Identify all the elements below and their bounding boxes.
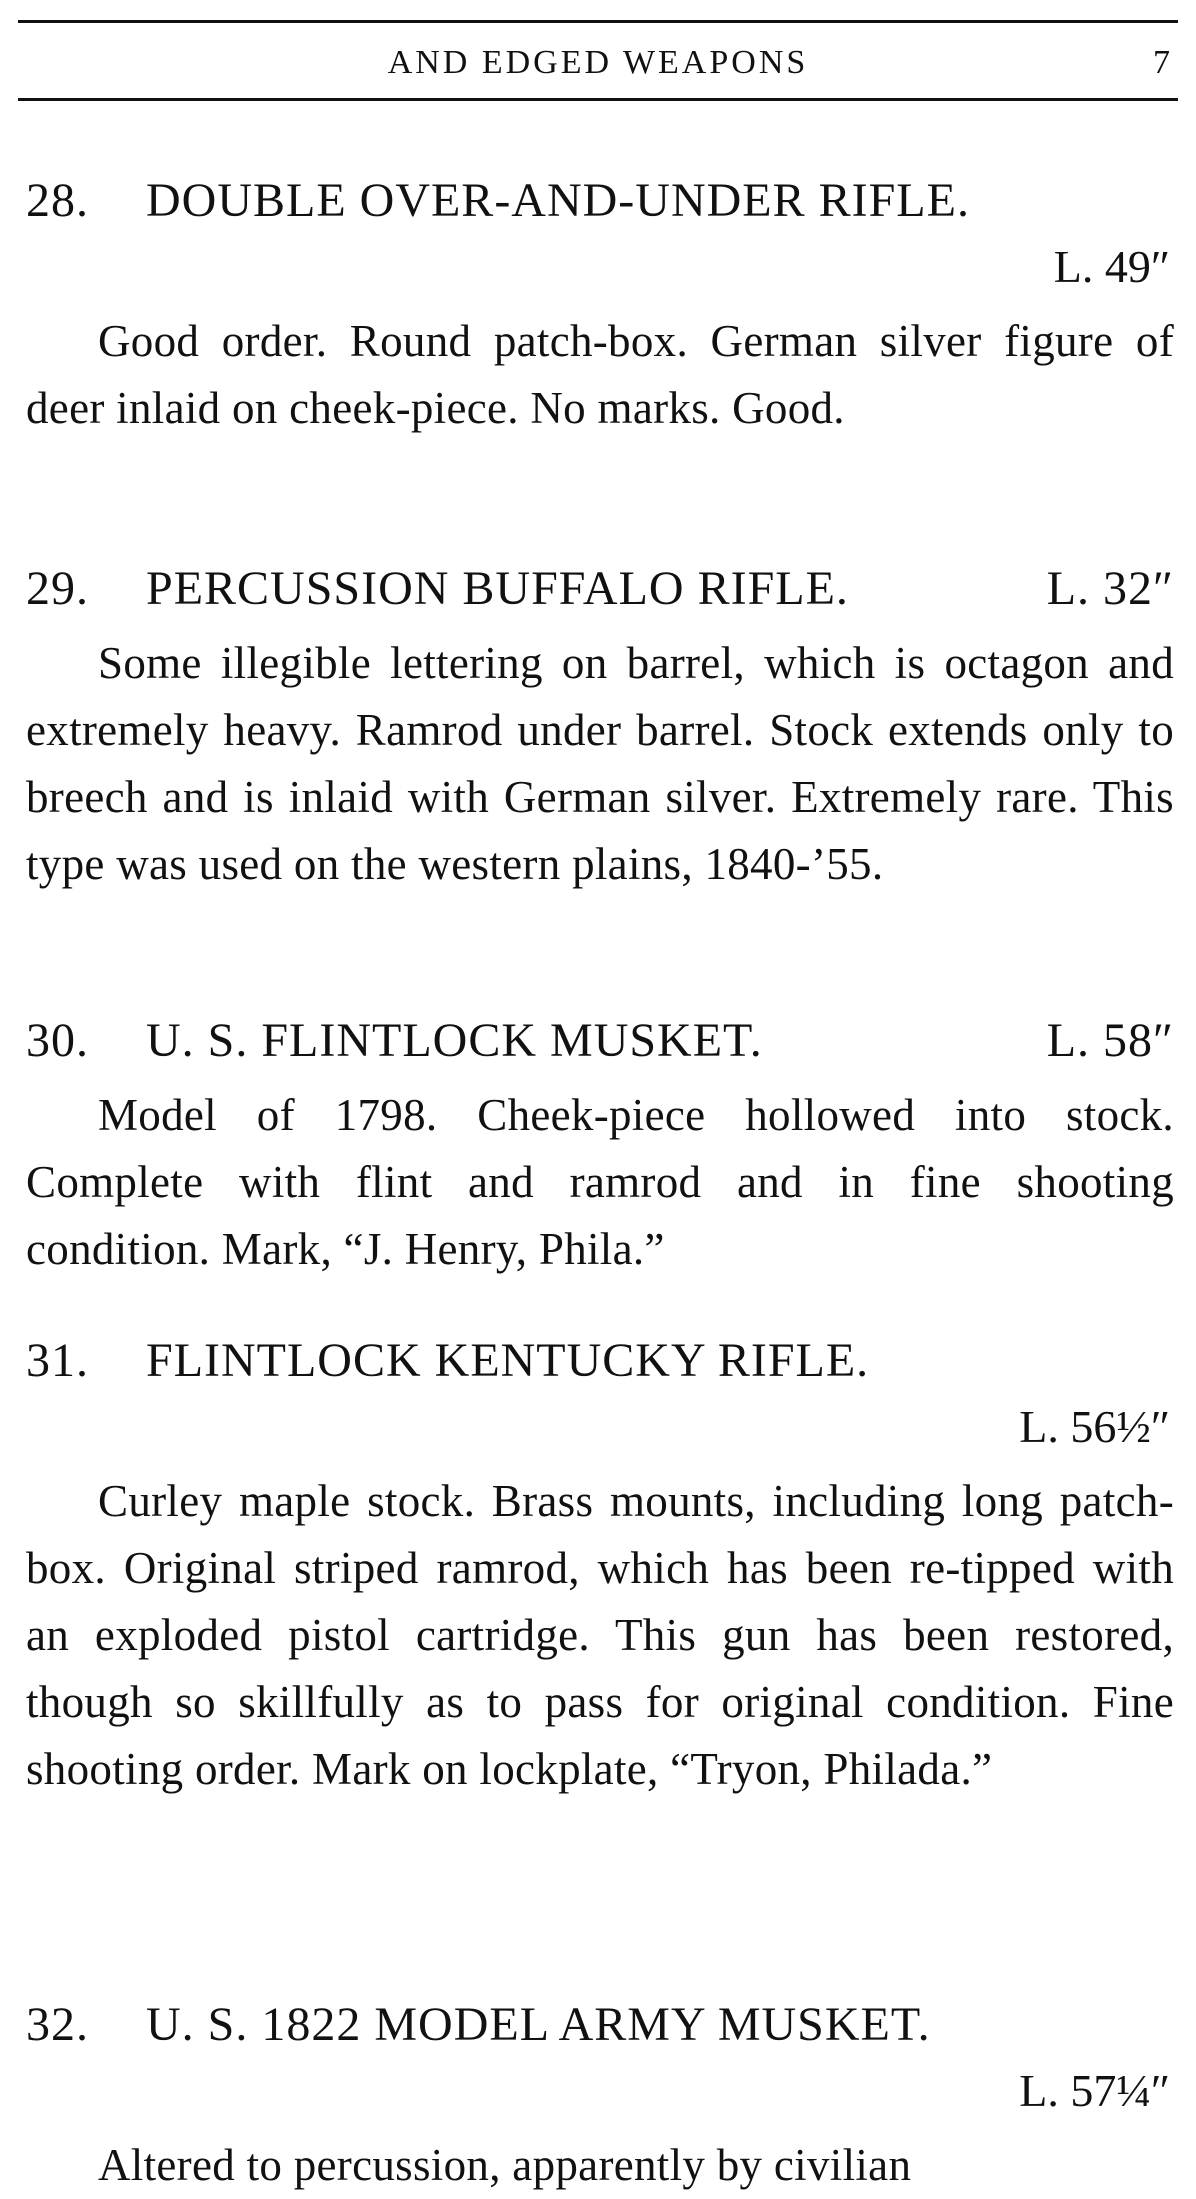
entry-length: L. 58″ xyxy=(1046,1014,1174,1067)
entry-length: L. 32″ xyxy=(1046,562,1174,615)
entry-description: Some illegible lettering on barrel, which is octagon and extremely heavy. Ramrod under barrel. Stock extends only to breech and is inlaid with German silver. Extremely rare. This type was used on the western plains, 1840-’55. xyxy=(26,638,1174,889)
page-number: 7 xyxy=(1153,44,1170,81)
entry-description: Altered to percussion, apparently by civilian xyxy=(98,2140,912,2190)
entry-heading xyxy=(26,556,1174,622)
entry-length: L. 49″ xyxy=(1053,241,1170,292)
entry-number: 30. xyxy=(26,1014,89,1067)
entry-title: DOUBLE OVER-AND-UNDER RIFLE. xyxy=(146,174,970,227)
catalog-entry-32 xyxy=(26,1992,1174,2199)
entry-number: 32. xyxy=(26,1998,89,2051)
entry-title: U. S. 1822 MODEL ARMY MUSKET. xyxy=(146,1998,931,2051)
entry-description: Good order. Round patch-box. German silver figure of deer inlaid on cheek-piece. No marks. Good. xyxy=(26,316,1174,433)
entry-description: Model of 1798. Cheek-piece hollowed into stock. Complete with flint and ramrod and in fine shooting condition. Mark, “J. Henry, Phila.” xyxy=(26,1090,1174,1274)
entry-heading xyxy=(26,1328,1174,1394)
catalog-entry-31 xyxy=(26,1328,1174,1803)
entry-number: 29. xyxy=(26,562,89,615)
header-rule-bottom xyxy=(18,98,1178,101)
entry-heading xyxy=(26,168,1174,234)
entry-number: 31. xyxy=(26,1334,89,1387)
entry-title: FLINTLOCK KENTUCKY RIFLE. xyxy=(146,1334,870,1387)
entry-number: 28. xyxy=(26,174,89,227)
entry-title: U. S. FLINTLOCK MUSKET. xyxy=(146,1014,763,1067)
catalog-entry-28 xyxy=(26,168,1174,442)
entry-length: L. 57¼″ xyxy=(1019,2065,1170,2116)
catalog-entry-30 xyxy=(26,1008,1174,1283)
entry-heading xyxy=(26,1008,1174,1074)
catalog-entry-29 xyxy=(26,556,1174,898)
entry-description: Curley maple stock. Brass mounts, including long patch-box. Original striped ramrod, which has been re-tipped with an exploded pistol cartridge. This gun has been restored, though so skillfully as to pass for original condition. Fine shooting order. Mark on lockplate, “Tryon, Philada.” xyxy=(26,1476,1174,1794)
header-rule-top xyxy=(18,20,1178,23)
entry-length: L. 56½″ xyxy=(1019,1401,1170,1452)
entry-title: PERCUSSION BUFFALO RIFLE. xyxy=(146,562,849,615)
running-head xyxy=(18,44,1178,88)
running-head-title: AND EDGED WEAPONS xyxy=(387,44,809,81)
entry-heading xyxy=(26,1992,1174,2058)
